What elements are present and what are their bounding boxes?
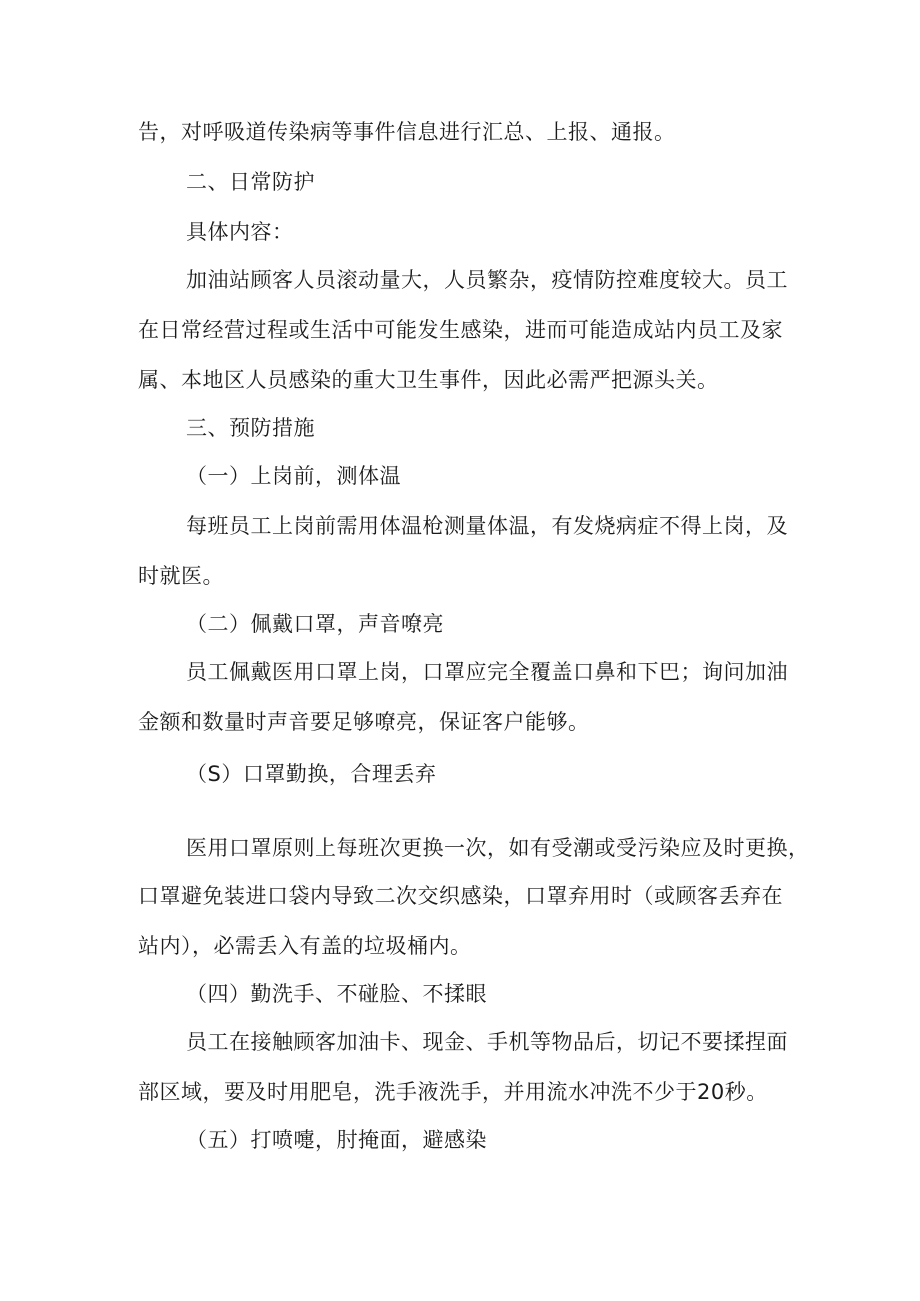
subsection-title-2: （二）佩戴口罩，声音嘹亮 xyxy=(186,612,444,636)
paragraph-line: 站内），必需丢入有盖的垃圾桶内。 xyxy=(138,934,472,958)
paragraph-line: 每班员工上岗前需用体温枪测量体温，有发烧病症不得上岗，及 xyxy=(186,514,788,538)
paragraph-line: 属、本地区人员感染的重大卫生事件，因此必需严把源头关。 xyxy=(138,368,719,392)
section-heading-prevention: 三、预防措施 xyxy=(186,416,315,440)
subsection-title-3: （S）口罩勤换，合理丢弃 xyxy=(186,762,437,786)
subsection-title-5: （五）打喷嚏，肘掩面，避感染 xyxy=(186,1128,487,1152)
subsection-title-1: （一）上岗前，测体温 xyxy=(186,464,401,488)
paragraph-line: 在日常经营过程或生活中可能发生感染，进而可能造成站内员工及家 xyxy=(138,318,783,342)
paragraph-line: 时就医。 xyxy=(138,564,224,588)
paragraph-line: 部区域，要及时用肥皂，洗手液洗手，并用流水冲洗不少于20秒。 xyxy=(138,1080,768,1104)
paragraph-line: 医用口罩原则上每班次更换一次，如有受潮或受污染应及时更换， xyxy=(186,836,810,860)
paragraph-line: 告，对呼吸道传染病等事件信息进行汇总、上报、通报。 xyxy=(138,120,676,144)
paragraph-line: 员工在接触顾客加油卡、现金、手机等物品后，切记不要揉捏面 xyxy=(186,1030,788,1054)
paragraph-line: 口罩避免装进口袋内导致二次交织感染，口罩弃用时（或顾客丢弃在 xyxy=(138,884,783,908)
paragraph-line: 金额和数量时声音要足够嘹亮，保证客户能够。 xyxy=(138,710,590,734)
content-label: 具体内容： xyxy=(186,220,294,244)
paragraph-line: 加油站顾客人员滚动量大，人员繁杂，疫情防控难度较大。员工 xyxy=(186,268,788,292)
subsection-title-4: （四）勤洗手、不碰脸、不揉眼 xyxy=(186,982,487,1006)
section-heading-daily-protection: 二、日常防护 xyxy=(186,170,315,194)
paragraph-line: 员工佩戴医用口罩上岗，口罩应完全覆盖口鼻和下巴；询问加油 xyxy=(186,660,788,684)
